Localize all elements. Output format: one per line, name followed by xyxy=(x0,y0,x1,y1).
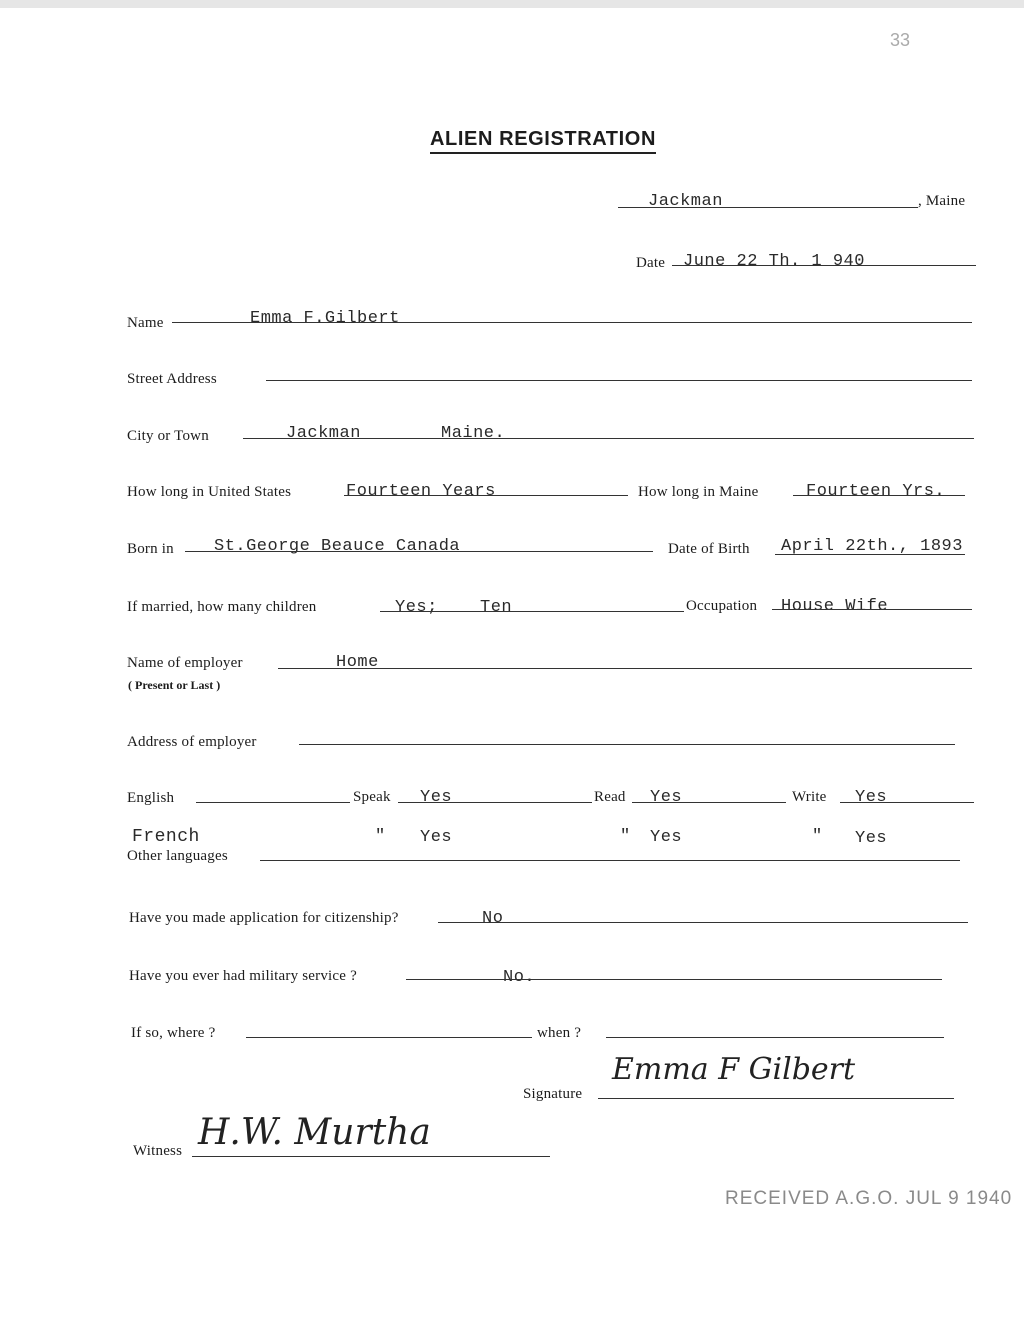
born-line xyxy=(185,551,653,552)
city-value: Jackman xyxy=(286,424,361,443)
name-line xyxy=(172,322,972,323)
citizenship-value: No xyxy=(482,909,504,928)
children-line xyxy=(380,611,684,612)
date-line xyxy=(672,265,976,266)
employer-value: Home xyxy=(336,653,379,672)
employer-label: Name of employer xyxy=(127,655,243,671)
street-label: Street Address xyxy=(127,371,217,387)
military-line xyxy=(406,979,942,980)
where-line xyxy=(246,1037,532,1038)
write-line xyxy=(840,802,974,803)
married-value: Yes; xyxy=(395,598,438,617)
how-long-us-line xyxy=(344,495,628,496)
children-count-value: Ten xyxy=(480,598,513,617)
employer-address-line xyxy=(299,744,955,745)
occupation-value: House Wife xyxy=(781,597,889,616)
scan-top-edge xyxy=(0,0,1024,8)
signature-label: Signature xyxy=(523,1086,583,1102)
town-line xyxy=(618,207,918,208)
write-label: Write xyxy=(792,789,827,805)
military-value: No. xyxy=(503,968,536,987)
state-label: , Maine xyxy=(918,193,966,209)
ditto-read: " xyxy=(620,827,631,846)
speak-line xyxy=(398,802,592,803)
read-label: Read xyxy=(594,789,626,805)
citizenship-label: Have you made application for citizenship? xyxy=(129,910,399,926)
date-value: June 22 Th. 1 940 xyxy=(683,252,865,271)
occupation-line xyxy=(772,609,972,610)
read-line xyxy=(632,802,786,803)
english-read-value: Yes xyxy=(650,788,683,807)
other-languages-label: Other languages xyxy=(127,848,228,864)
dob-label: Date of Birth xyxy=(668,541,750,557)
other-speak-value: Yes xyxy=(420,828,453,847)
dob-value: April 22th., 1893 xyxy=(781,537,963,556)
dob-line xyxy=(775,554,965,555)
born-value: St.George Beauce Canada xyxy=(214,537,461,556)
page-title: ALIEN REGISTRATION xyxy=(430,128,656,154)
how-long-maine-label: How long in Maine xyxy=(638,484,759,500)
employer-address-label: Address of employer xyxy=(127,734,257,750)
received-stamp: RECEIVED A.G.O. JUL 9 1940 xyxy=(725,1188,1013,1209)
english-label: English xyxy=(127,790,175,806)
witness-line xyxy=(192,1156,550,1157)
when-line xyxy=(606,1037,944,1038)
witness-label: Witness xyxy=(133,1143,183,1159)
other-read-value: Yes xyxy=(650,828,683,847)
how-long-us-label: How long in United States xyxy=(127,484,292,500)
city-line xyxy=(243,438,974,439)
when-label: when ? xyxy=(537,1025,582,1041)
born-label: Born in xyxy=(127,541,174,557)
signature-value: Emma F Gilbert xyxy=(612,1052,856,1087)
other-write-value: Yes xyxy=(855,829,888,848)
city-label: City or Town xyxy=(127,428,209,444)
street-line xyxy=(266,380,972,381)
military-label: Have you ever had military service ? xyxy=(129,968,357,984)
citizenship-line xyxy=(438,922,968,923)
english-line xyxy=(196,802,350,803)
witness-signature: H.W. Murtha xyxy=(198,1112,431,1153)
date-label: Date xyxy=(636,255,666,271)
name-label: Name xyxy=(127,315,164,331)
corner-mark: 33 xyxy=(890,30,911,50)
how-long-us-value: Fourteen Years xyxy=(346,482,496,501)
where-label: If so, where ? xyxy=(131,1025,216,1041)
ditto-write: " xyxy=(812,827,823,846)
ditto-speak: " xyxy=(375,827,386,846)
signature-line xyxy=(598,1098,954,1099)
other-language-value: French xyxy=(132,827,200,847)
english-speak-value: Yes xyxy=(420,788,453,807)
name-value: Emma F.Gilbert xyxy=(250,309,400,328)
children-label: If married, how many children xyxy=(127,599,317,615)
occupation-label: Occupation xyxy=(686,598,758,614)
employer-sublabel: ( Present or Last ) xyxy=(128,678,221,692)
other-languages-line xyxy=(260,860,960,861)
how-long-maine-line xyxy=(793,495,965,496)
speak-label: Speak xyxy=(353,789,391,805)
how-long-maine-value: Fourteen Yrs. xyxy=(806,482,946,501)
english-write-value: Yes xyxy=(855,788,888,807)
employer-line xyxy=(278,668,972,669)
town-value: Jackman xyxy=(648,192,723,211)
city-state-value: Maine. xyxy=(441,424,506,443)
